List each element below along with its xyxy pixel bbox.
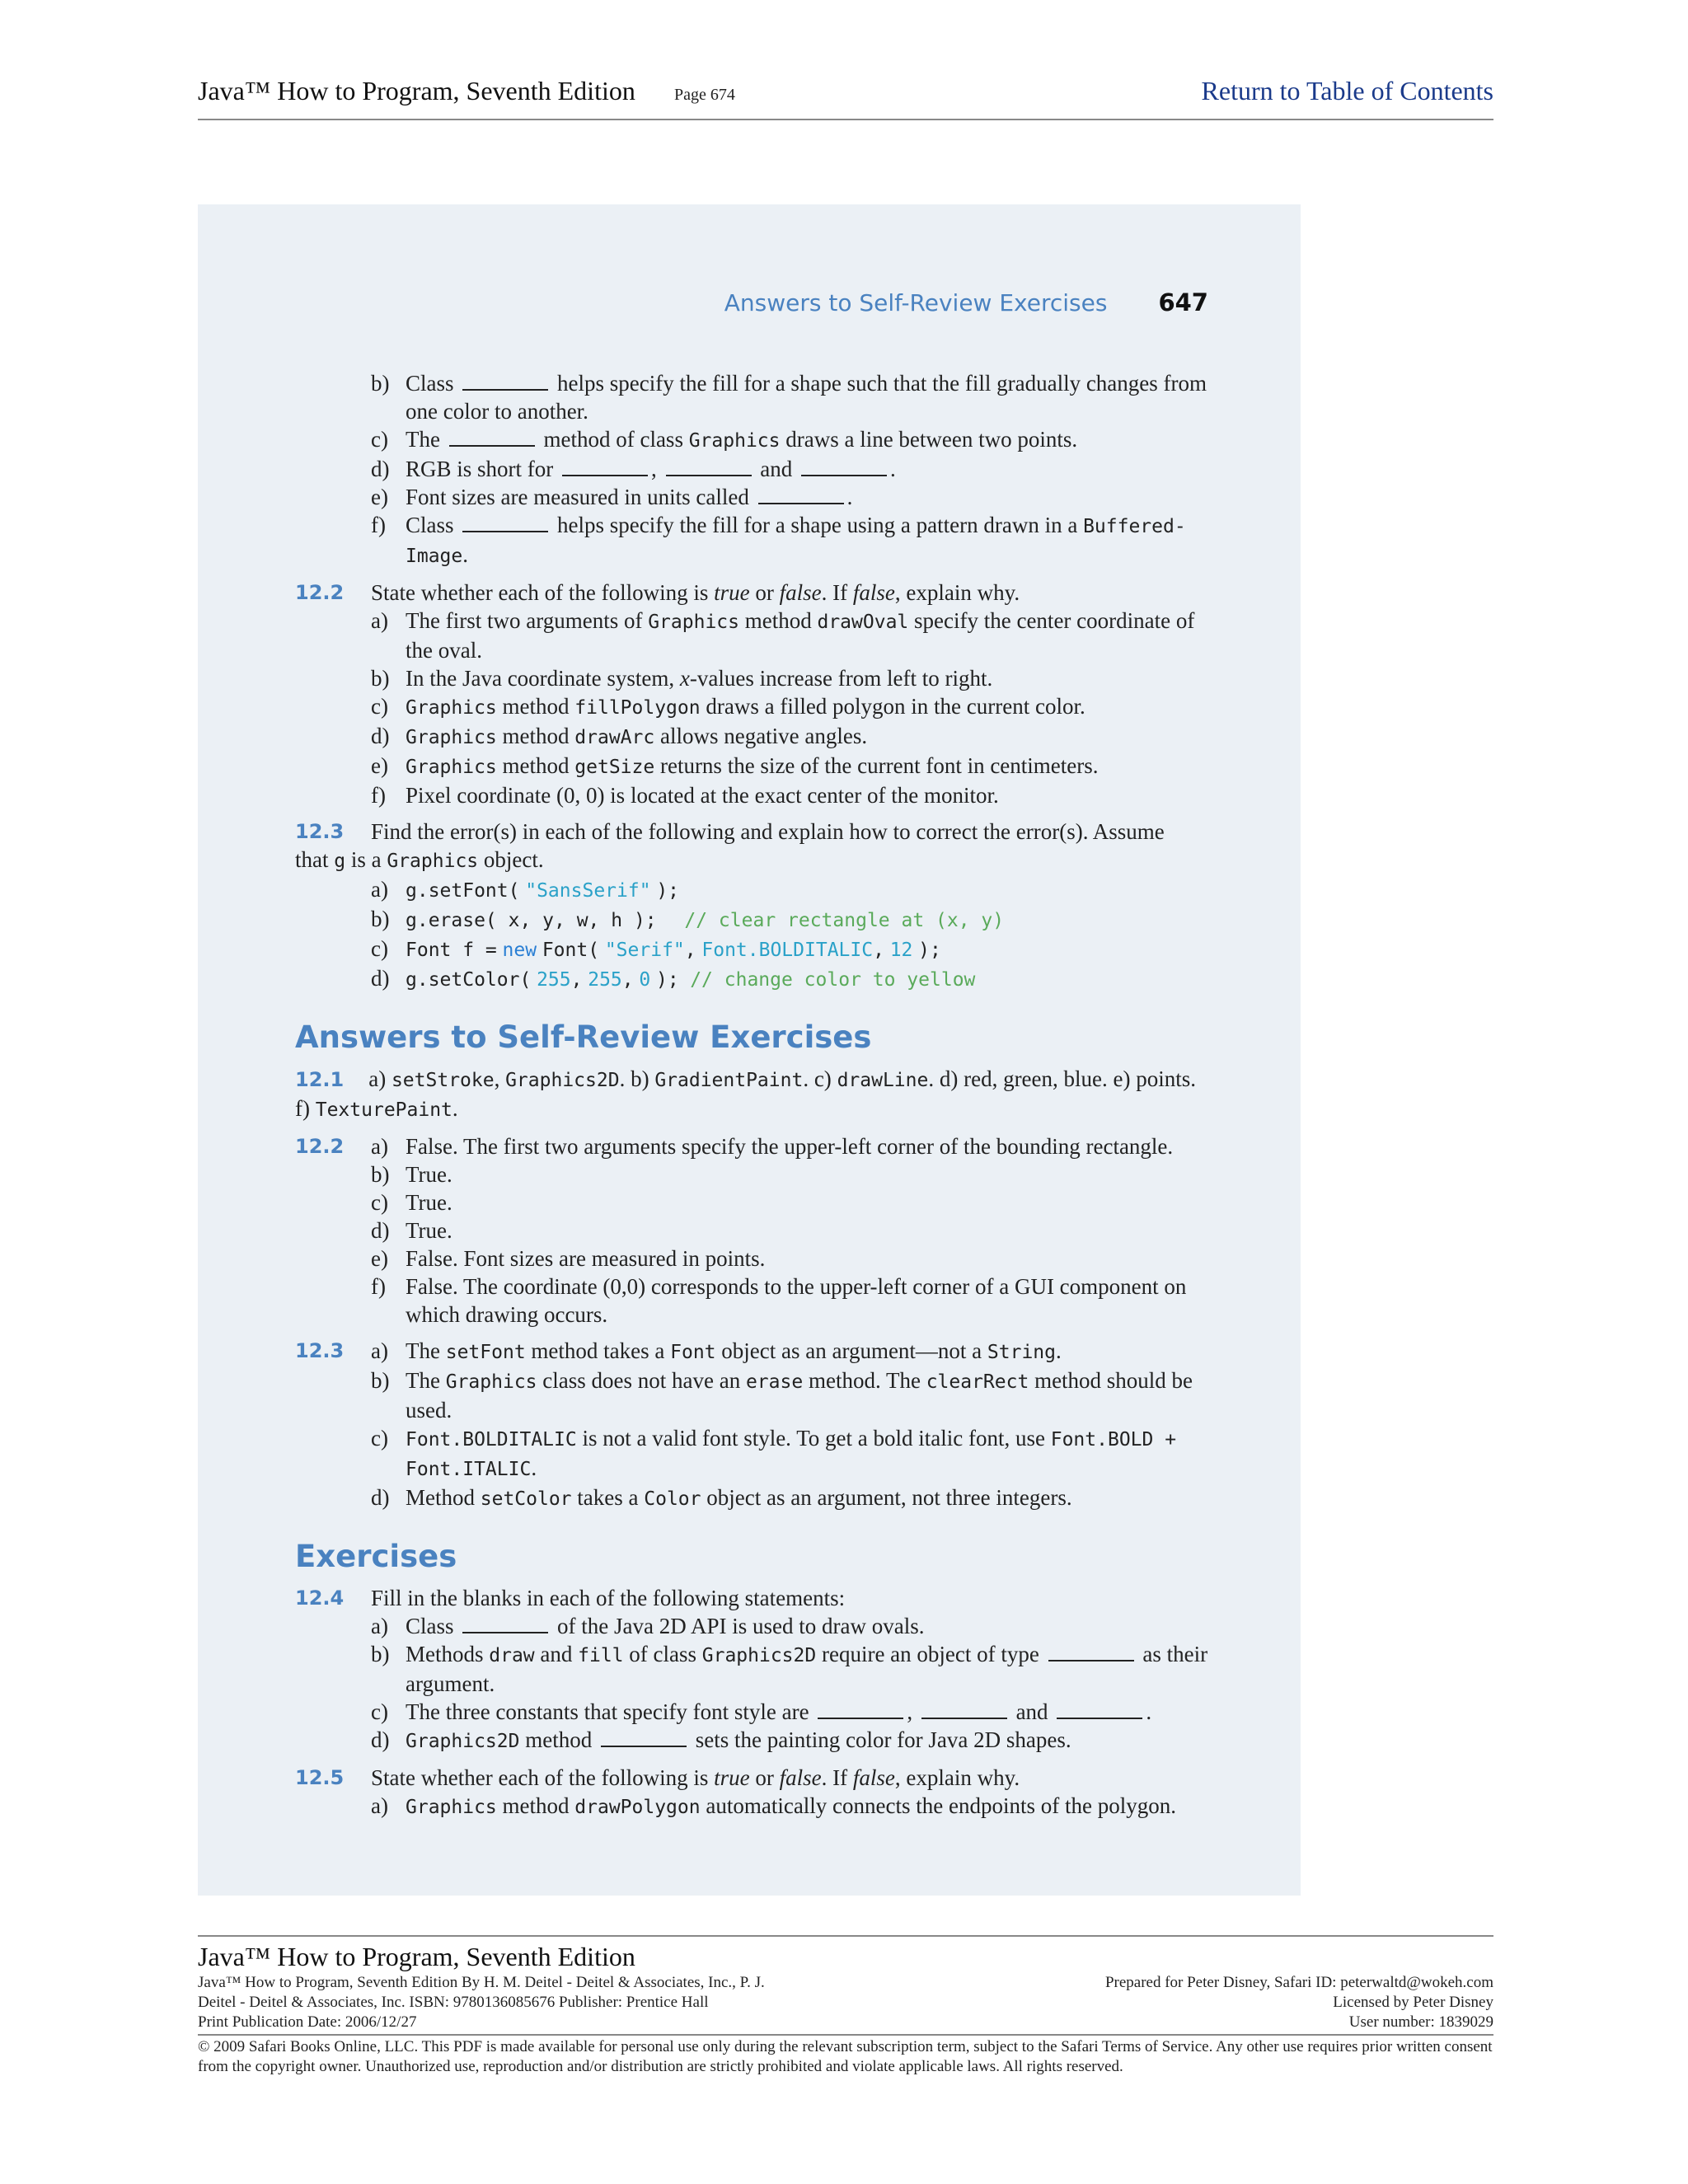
exercise-intro: Fill in the blanks in each of the following statements:	[371, 1586, 846, 1610]
exercise-12-5	[295, 1764, 1208, 1821]
fill-blank	[462, 1614, 548, 1633]
exercise-number: 12.2	[295, 581, 345, 604]
exercise-intro: State whether each of the following is true or false. If false, explain why.	[371, 1765, 1020, 1790]
list-item: a) False. The first two arguments specify the upper-left corner of the bounding rectangle.	[371, 1134, 1174, 1159]
list-item: c) Graphics method fillPolygon draws a filled polygon in the current color.	[371, 694, 1085, 719]
list-item: d) RGB is short for , and .	[371, 457, 896, 481]
fill-blank	[601, 1727, 687, 1747]
exercises-heading: Exercises	[295, 1539, 457, 1574]
fill-blank	[1057, 1699, 1142, 1719]
answers-heading: Answers to Self-Review Exercises	[295, 1019, 872, 1055]
book-page	[198, 204, 1301, 1896]
answer-12-2	[295, 1132, 1208, 1329]
fill-blank	[758, 485, 844, 504]
running-title: Answers to Self-Review Exercises	[724, 289, 1108, 316]
exercise-number: 12.3	[295, 820, 345, 843]
code-line: b) g.erase( x, y, w, h ); // clear rectangle at (x, y)	[371, 907, 1005, 931]
footer-row: Print Publication Date: 2006/12/27 User number: 1839029	[198, 2013, 1493, 2031]
exercise-12-4	[295, 1584, 1208, 1755]
page-content	[295, 369, 1208, 1821]
list-item: c) The three constants that specify font style are , and .	[371, 1699, 1152, 1724]
list-item: d) Graphics method drawArc allows negative angles.	[371, 724, 868, 748]
fill-blank	[1048, 1642, 1134, 1661]
list-item: e) False. Font sizes are measured in points.	[371, 1246, 766, 1271]
exercise-number: 12.3	[295, 1339, 345, 1362]
footer-row: Deitel - Deitel & Associates, Inc. ISBN: 9780136085676 Publisher: Prentice Hall Licensed by Peter Disney	[198, 1994, 1493, 2011]
list-item: f) Pixel coordinate (0, 0) is located at the exact center of the monitor.	[371, 783, 999, 808]
list-item: b) In the Java coordinate system, x-values increase from left to right.	[371, 666, 993, 691]
exercise-intro-cont: that g is a Graphics object.	[295, 847, 544, 872]
list-item: c) Font.BOLDITALIC is not a valid font style. To get a bold italic font, use Font.BOLD + Font.ITALIC.	[371, 1426, 1177, 1480]
list-item: d) True.	[371, 1218, 452, 1243]
fill-blank	[666, 457, 752, 476]
fill-blank	[462, 371, 548, 391]
list-item: d) Method setColor takes a Color object as an argument, not three integers.	[371, 1485, 1072, 1510]
code-line: d) g.setColor( 255, 255, 0 ); // change color to yellow	[371, 966, 976, 991]
footer-book-title: Java™ How to Program, Seventh Edition	[198, 1942, 635, 1971]
exercise-number: 12.4	[295, 1586, 345, 1610]
list-item: b) Methods draw and fill of class Graphics2D require an object of type as their argument.	[371, 1642, 1208, 1696]
list-item: d) Graphics2D method sets the painting color for Java 2D shapes.	[371, 1727, 1071, 1752]
fill-blank	[801, 457, 887, 476]
page-header	[198, 76, 1493, 120]
fill-blank	[449, 427, 535, 447]
list-item: a) Class of the Java 2D API is used to draw ovals.	[371, 1614, 925, 1638]
answer-12-1: 12.1 a) setStroke, Graphics2D. b) GradientPaint. c) drawLine. d) red, green, blue. e) points. f) TexturePaint.	[295, 1066, 1197, 1121]
code-line: c) Font f = new Font( "Serif", Font.BOLDITALIC, 12 );	[371, 936, 941, 961]
footer-row: Java™ How to Program, Seventh Edition By H. M. Deitel - Deitel & Associates, Inc., P. J. Prepared for Peter Disney, Safari ID: peterwaltd@wokeh.com	[198, 1974, 1493, 1991]
copyright-notice: © 2009 Safari Books Online, LLC. This PDF is made available for personal use only during the relevant subscription term, subject to the Safari Terms of Service. Any other use requires prior written consent from the copyright owner. Unauthorized use, reproduction and/or distribution are strictly prohibited and violate applicable laws. All rights reserved.	[198, 2034, 1493, 2077]
list-item: b) True.	[371, 1162, 452, 1187]
exercise-number: 12.5	[295, 1766, 345, 1789]
fill-blank	[562, 457, 648, 476]
code-line: a) g.setFont( "SansSerif" );	[371, 877, 680, 902]
answer-12-3	[295, 1337, 1208, 1513]
list-item: b) Class helps specify the fill for a shape such that the fill gradually changes from one color to another.	[371, 371, 1207, 424]
list-item: f) False. The coordinate (0,0) corresponds to the upper-left corner of a GUI component on which drawing occurs.	[371, 1274, 1187, 1327]
list-item: a) The first two arguments of Graphics method drawOval specify the center coordinate of the oval.	[371, 608, 1195, 663]
exercise-12-2	[295, 579, 1208, 809]
fill-blank	[818, 1699, 903, 1719]
exercise-number: 12.2	[295, 1135, 345, 1158]
book-title: Java™ How to Program, Seventh Edition	[198, 76, 635, 105]
list-item: e) Font sizes are measured in units called .	[371, 485, 853, 509]
list-item: a) Graphics method drawPolygon automatically connects the endpoints of the polygon.	[371, 1793, 1176, 1818]
list-item: e) Graphics method getSize returns the size of the current font in centimeters.	[371, 753, 1099, 778]
list-item: a) The setFont method takes a Font object as an argument—not a String.	[371, 1338, 1062, 1363]
list-item: c) The method of class Graphics draws a line between two points.	[371, 427, 1078, 452]
list-item: c) True.	[371, 1190, 452, 1215]
exercise-number: 12.1	[295, 1068, 345, 1091]
exercise-intro: State whether each of the following is true or false. If false, explain why.	[371, 580, 1020, 605]
running-header	[198, 288, 1208, 316]
fill-blank	[921, 1699, 1007, 1719]
exercise-12-1-continued	[295, 369, 1208, 570]
fill-blank	[462, 513, 548, 532]
page-footer	[198, 1935, 1493, 2077]
page-number: 647	[1158, 288, 1208, 316]
list-item: b) The Graphics class does not have an erase method. The clearRect method should be used.	[371, 1368, 1193, 1422]
list-item: f) Class helps specify the fill for a shape using a pattern drawn in a Buffered- Image.	[371, 513, 1186, 567]
page-label: Page 674	[674, 86, 735, 104]
exercise-intro: Find the error(s) in each of the following and explain how to correct the error(s). Assume	[371, 819, 1165, 844]
toc-link[interactable]: Return to Table of Contents	[1201, 76, 1493, 105]
exercise-12-3	[295, 818, 1208, 994]
